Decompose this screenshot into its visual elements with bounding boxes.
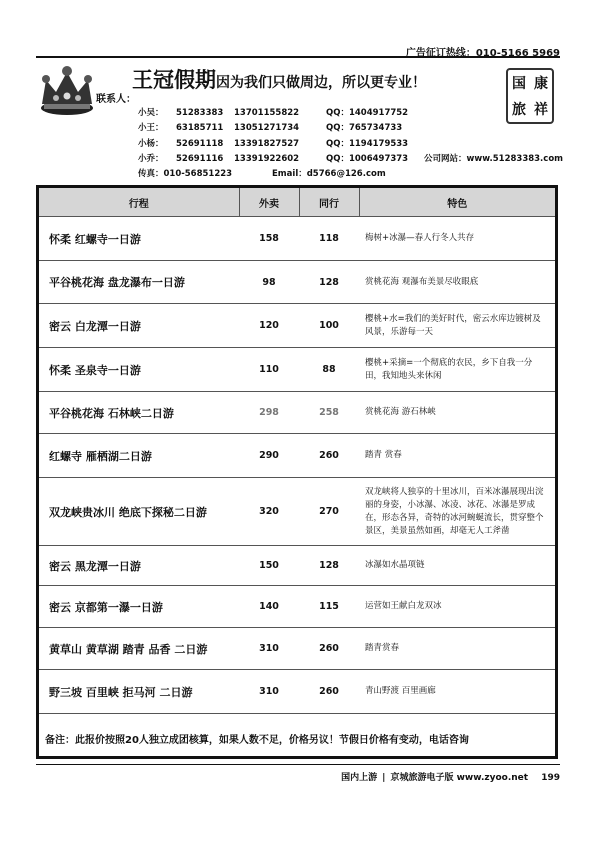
retail-price: 320 <box>239 478 299 546</box>
table-row <box>39 304 555 348</box>
contact-phone: 52691116 <box>176 153 224 164</box>
brand-line <box>132 64 426 94</box>
contact-name: 小杨： <box>138 138 164 149</box>
peer-price: 270 <box>299 478 359 546</box>
route-feature: 冰瀑如水晶项链 <box>359 546 555 586</box>
route-name: 双龙峡贵冰川 绝底下探秘二日游 <box>39 478 239 546</box>
retail-price: 150 <box>239 546 299 586</box>
route-feature: 赏桃花海 观瀑布美景尽收眼底 <box>359 261 555 304</box>
route-feature: 赏桃花海 游石林峡 <box>359 392 555 434</box>
footer-publication: 京城旅游电子版 www.zyoo.net <box>390 773 529 783</box>
route-name: 密云 黑龙潭一日游 <box>39 546 239 586</box>
route-name: 红螺寺 雁栖湖二日游 <box>39 434 239 478</box>
stamp-char: 旅 <box>512 102 526 118</box>
route-feature: 樱桃+采摘=一个彻底的农民，乡下自我一分田，我知地头来休闲 <box>359 348 555 392</box>
route-name: 野三坡 百里峡 拒马河 二日游 <box>39 670 239 714</box>
col-header-route: 行程 <box>39 188 239 217</box>
page-footer <box>341 770 560 783</box>
contact-phone: 63185711 <box>176 123 224 134</box>
ad-hotline: 广告征订热线：010-5166 5969 <box>405 48 560 59</box>
footer-divider <box>36 764 560 765</box>
contact-phone: 51283383 <box>176 108 224 118</box>
stamp-char: 祥 <box>534 102 548 118</box>
table-row <box>39 348 555 392</box>
col-header-peer: 同行 <box>299 188 359 217</box>
contact-qq: QQ：765734733 <box>326 123 403 134</box>
contact-mobile: 13391827527 <box>234 138 300 149</box>
peer-price: 100 <box>299 304 359 348</box>
contact-row <box>138 152 563 167</box>
route-name: 平谷桃花海 石林峡二日游 <box>39 392 239 434</box>
route-name: 平谷桃花海 盘龙瀑布一日游 <box>39 261 239 304</box>
table-row <box>39 434 555 478</box>
contact-row <box>138 121 563 136</box>
email-link[interactable]: Email：d5766@126.com <box>272 169 386 180</box>
itinerary-table <box>36 185 558 759</box>
route-feature: 双龙峡将人独享的十里冰川，百米冰瀑展现出浣丽的身姿，小冰瀑、冰凌、冰花、冰瀑是罗成在，形态各异，奇特的冰河蜿蜒流长，贯穿整个景区，美景虽然如画，却毫无人工斧凿 <box>359 478 555 546</box>
route-feature: 青山野渡 百里画廊 <box>359 670 555 714</box>
top-divider <box>36 56 560 58</box>
route-feature: 梅树+冰瀑—春人行冬人共存 <box>359 217 555 261</box>
table-row <box>39 670 555 714</box>
peer-price: 88 <box>299 348 359 392</box>
agency-header <box>36 60 564 180</box>
stamp-char: 国 <box>512 76 526 92</box>
route-feature: 踏青赏春 <box>359 628 555 670</box>
route-name: 密云 京都第一瀑一日游 <box>39 586 239 628</box>
peer-price: 260 <box>299 434 359 478</box>
route-feature: 运营如王献白龙双冰 <box>359 586 555 628</box>
table-row <box>39 261 555 304</box>
route-name: 怀柔 圣泉寺一日游 <box>39 348 239 392</box>
contact-qq: QQ：1194179533 <box>326 138 409 149</box>
page-number: 199 <box>541 773 560 783</box>
retail-price: 120 <box>239 304 299 348</box>
contact-mobile: 13391922602 <box>234 153 300 164</box>
contact-mobile: 13701155822 <box>234 108 300 118</box>
price-note: 备注：此报价按照20人独立成团核算，如果人数不足，价格另议！节假日价格有变动，电话咨询 <box>45 735 469 746</box>
brand-name: 王冠假期 <box>132 68 216 92</box>
route-name: 密云 白龙潭一日游 <box>39 304 239 348</box>
table-row <box>39 628 555 670</box>
retail-price: 140 <box>239 586 299 628</box>
route-name: 黄草山 黄草湖 踏青 品香 二日游 <box>39 628 239 670</box>
route-name: 怀柔 红螺寺一日游 <box>39 217 239 261</box>
company-website[interactable]: 公司网站：www.51283383.com <box>424 153 564 164</box>
footer-section: 国内上游 <box>341 773 378 783</box>
retail-price: 298 <box>239 392 299 434</box>
table-row <box>39 392 555 434</box>
peer-price: 128 <box>299 261 359 304</box>
contact-row <box>138 137 563 152</box>
retail-price: 110 <box>239 348 299 392</box>
table-row <box>39 546 555 586</box>
table-row <box>39 586 555 628</box>
footer-separator: | <box>382 773 386 783</box>
route-feature: 樱桃+水=我们的美好时代，密云水库边镀树及风景，乐游每一天 <box>359 304 555 348</box>
stamp-char: 康 <box>534 76 548 92</box>
contact-mobile: 13051271734 <box>234 123 300 134</box>
peer-price: 260 <box>299 628 359 670</box>
peer-price: 115 <box>299 586 359 628</box>
table-row <box>39 217 555 261</box>
retail-price: 98 <box>239 261 299 304</box>
col-header-retail: 外卖 <box>239 188 299 217</box>
brand-slogan: 因为我们只做周边，所以更专业！ <box>216 75 426 91</box>
retail-price: 310 <box>239 628 299 670</box>
crown-logo-icon <box>36 64 98 122</box>
contact-list <box>138 106 563 182</box>
retail-price: 158 <box>239 217 299 261</box>
table-row <box>39 478 555 546</box>
contact-name: 小王： <box>138 123 164 134</box>
fax-email-row <box>138 167 563 182</box>
retail-price: 290 <box>239 434 299 478</box>
peer-price: 258 <box>299 392 359 434</box>
note-divider <box>39 713 555 714</box>
contact-qq: QQ：1006497373 <box>326 153 409 164</box>
contact-name: 小吴： <box>138 108 164 118</box>
table-header-row <box>39 188 555 217</box>
route-feature: 踏青 赏春 <box>359 434 555 478</box>
price-table <box>39 188 555 714</box>
contact-name: 小乔： <box>138 153 164 164</box>
contact-phone: 52691118 <box>176 138 224 149</box>
peer-price: 260 <box>299 670 359 714</box>
retail-price: 310 <box>239 670 299 714</box>
contact-qq: QQ：1404917752 <box>326 108 409 118</box>
contact-label: 联系人： <box>96 94 136 105</box>
contact-row <box>138 106 563 121</box>
col-header-feature: 特色 <box>359 188 555 217</box>
fax-number: 传真：010-56851223 <box>138 169 233 180</box>
peer-price: 128 <box>299 546 359 586</box>
peer-price: 118 <box>299 217 359 261</box>
